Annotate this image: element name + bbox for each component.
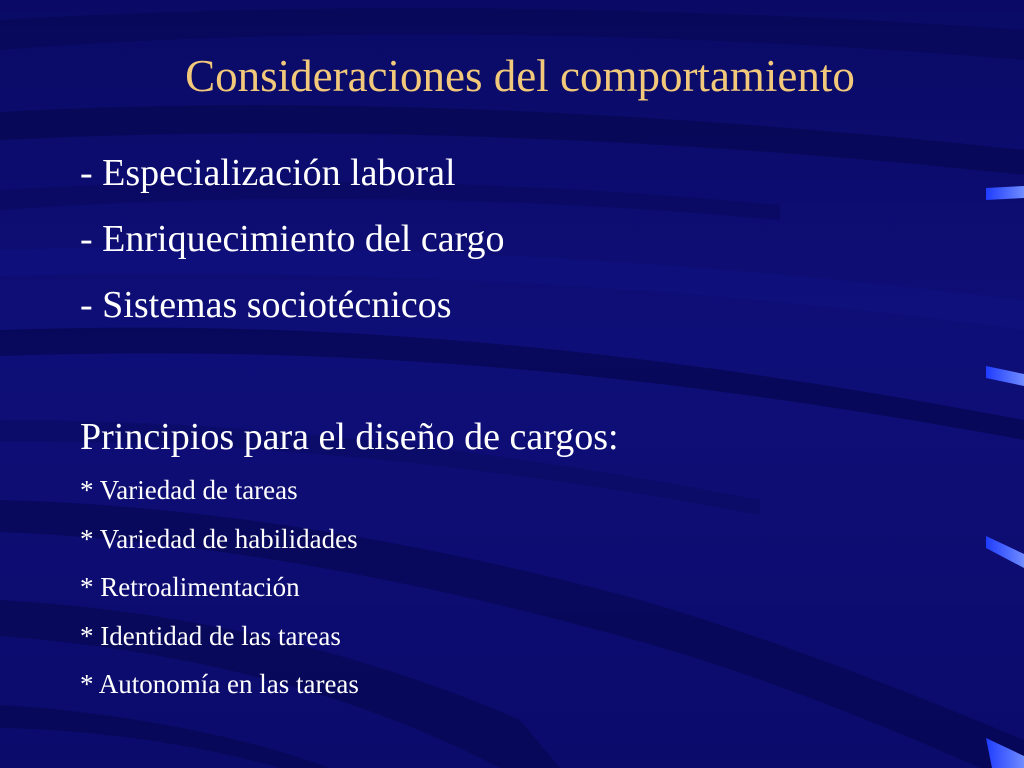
list-item: * Variedad de tareas (80, 475, 298, 505)
accent-tab (986, 364, 1024, 388)
list-item: - Sistemas sociotécnicos (80, 284, 452, 326)
principles-list (80, 470, 359, 713)
list-item: - Especialización laboral (80, 152, 456, 194)
considerations-list (80, 148, 505, 346)
list-item: * Identidad de las tareas (80, 620, 341, 651)
list-item: * Autonomía en las tareas (80, 669, 359, 699)
principles-heading: Principios para el diseño de cargos: (80, 416, 619, 458)
accent-tab (986, 184, 1024, 202)
list-item: - Enriquecimiento del cargo (80, 218, 505, 260)
list-item: * Retroalimentación (80, 572, 300, 602)
accent-tab (986, 532, 1024, 572)
accent-tab (986, 738, 1024, 768)
list-item: * Variedad de habilidades (80, 523, 358, 554)
slide-title: Consideraciones del comportamiento (185, 51, 855, 101)
